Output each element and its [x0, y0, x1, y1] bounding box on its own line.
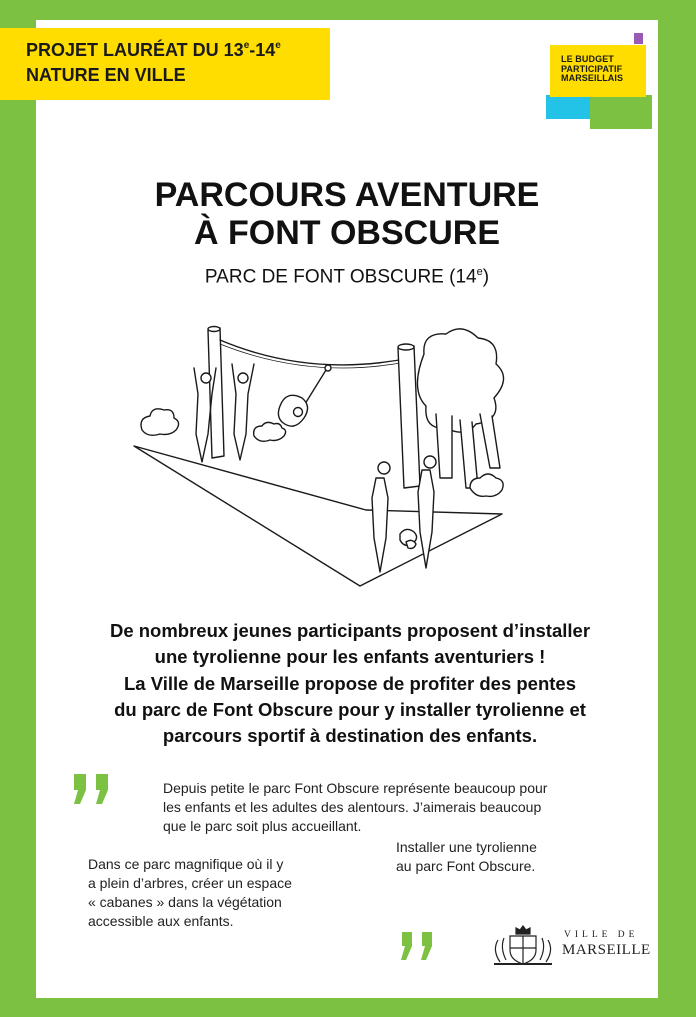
- open-quote-icon: [70, 772, 114, 806]
- tag-text: PROJET LAURÉAT DU 13: [26, 40, 244, 60]
- ville-line-2: MARSEILLE: [562, 942, 651, 958]
- testimonial-3-line-4: accessible aux enfants.: [88, 913, 234, 929]
- page-title: [36, 176, 658, 252]
- description-line-1: De nombreux jeunes participants proposent d’installer: [109, 620, 591, 641]
- ville-de-marseille-logo: [490, 922, 651, 970]
- description-line-5: parcours sportif à destination des enfants.: [162, 725, 538, 747]
- testimonial-2-line-2: au parc Font Obscure.: [396, 858, 536, 874]
- subtitle-text: PARC DE FONT OBSCURE (14: [204, 266, 477, 288]
- logo-cyan-block: [546, 95, 590, 119]
- project-tag-line1: [26, 38, 330, 63]
- testimonial-1: [163, 779, 603, 836]
- logo-line-3: MARSEILLAIS: [561, 73, 624, 83]
- description-line-3: La Ville de Marseille propose de profiter des pentes: [123, 672, 577, 694]
- testimonial-1-line-3: que le parc soit plus accueillant.: [163, 818, 362, 834]
- description-line-4: du parc de Font Obscure pour y installer tyrolienne et: [114, 698, 586, 720]
- zipline-illustration: [120, 318, 520, 590]
- title-line-1: PARCOURS AVENTURE: [154, 176, 540, 214]
- tag-sup-1: e: [243, 40, 250, 51]
- testimonial-1-line-2: les enfants et les adultes des alentours. J’aimerais beaucoup: [163, 799, 542, 815]
- testimonial-2-line-1: Installer une tyrolienne: [396, 839, 537, 855]
- logo-green-block: [590, 95, 652, 129]
- testimonial-3: [88, 855, 358, 931]
- logo-purple-square: [634, 33, 643, 44]
- park-subtitle: [36, 266, 658, 288]
- testimonial-2: [396, 838, 616, 876]
- logo-line-2: PARTICIPATIF: [561, 63, 623, 74]
- project-description: [60, 618, 640, 749]
- project-tag-line2: NATURE EN VILLE: [26, 65, 186, 85]
- tag-text-mid: -14: [249, 40, 276, 60]
- description-line-2: une tyrolienne pour les enfants aventuriers !: [154, 646, 546, 668]
- city-seal-icon: [490, 922, 556, 968]
- logo-yellow-block: [550, 45, 646, 97]
- testimonial-3-line-3: « cabanes » dans la végétation: [88, 894, 282, 910]
- project-tag: [0, 28, 330, 100]
- subtitle-close: ): [482, 266, 490, 288]
- tag-sup-2: e: [275, 40, 281, 51]
- testimonial-3-line-2: a plein d’arbres, créer un espace: [88, 875, 292, 891]
- ville-line-1: VILLE DE: [564, 930, 639, 940]
- subtitle-sup: e: [476, 266, 483, 278]
- testimonial-1-line-1: Depuis petite le parc Font Obscure représente beaucoup pour: [163, 780, 548, 796]
- close-quote-icon: [398, 930, 440, 962]
- title-line-2: À FONT OBSCURE: [194, 214, 500, 252]
- testimonial-3-line-1: Dans ce parc magnifique où il y: [88, 856, 284, 872]
- budget-participatif-logo: [546, 33, 652, 129]
- logo-line-1: LE BUDGET: [561, 54, 614, 64]
